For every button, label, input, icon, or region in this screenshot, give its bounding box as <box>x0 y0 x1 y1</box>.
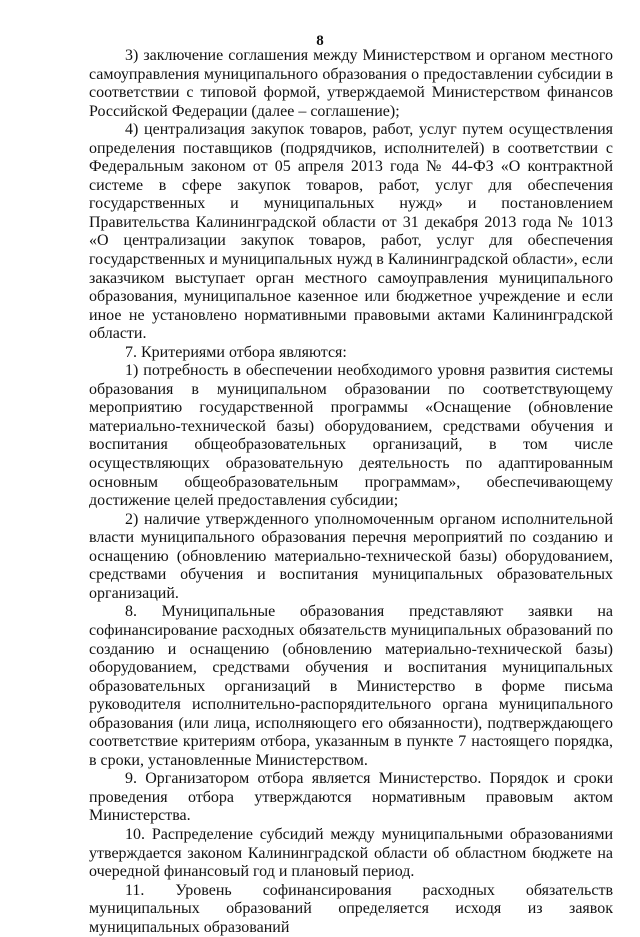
paragraph-section-8: 8. Муниципальные образования представляют заявки на софинансирование расходных обязательств муниципальных образований по созданию и оснащению (обновлению материально-технической базы) оборудованием, средствами обучения и воспитания муниципальных образовательных организаций в Министерство в форме письма руководителя исполнительно-распорядительного органа муниципального образования (или лица, исполняющего его обязанности), подтверждающего соответствие критериям отбора, указанным в пункте 7 настоящего порядка, в сроки, установленные Министерством. <box>89 603 613 769</box>
page-number: 8 <box>316 33 324 49</box>
paragraph-section-9: 9. Организатором отбора является Министерство. Порядок и сроки проведения отбора утверждаются нормативным правовым актом Министерства. <box>89 770 613 825</box>
paragraph-criterion-2: 2) наличие утвержденного уполномоченным органом исполнительной власти муниципального образования перечня мероприятий по созданию и оснащению (обновлению материально-технической базы) оборудованием, средствами обучения и воспитания муниципальных образовательных организаций. <box>89 510 613 602</box>
paragraph-item-3: 3) заключение соглашения между Министерством и органом местного самоуправления муниципального образования о предоставлении субсидии в соответствии с типовой формой, утверждаемой Министерством финансов Российской Федерации (далее – соглашение); <box>89 47 613 120</box>
paragraph-item-4: 4) централизация закупок товаров, работ, услуг путем осуществления определения поставщиков (подрядчиков, исполнителей) в соответствии с Федеральным законом от 05 апреля 2013 года № 44-ФЗ «О контрактной системе в сфере закупок товаров, работ, услуг для обеспечения государственных и муниципальных нужд» и постановлением Правительства Калининградской области от 31 декабря 2013 года № 1013 «О централизации закупок товаров, работ, услуг для обеспечения государственных и муниципальных нужд в Калининградской области», если заказчиком выступает орган местного самоуправления муниципального образования, муниципальное казенное или бюджетное учреждение и если иное не установлено нормативными правовыми актами Калининградской области. <box>89 121 613 343</box>
paragraph-section-10: 10. Распределение субсидий между муниципальными образованиями утверждается законом Калининградской области об областном бюджете на очередной финансовый год и плановый период. <box>89 825 613 881</box>
paragraph-criterion-1: 1) потребность в обеспечении необходимого уровня развития системы образования в муниципальном образовании по соответствующему мероприятию государственной программы «Оснащение (обновление материально-технической базы) оборудованием, средствами обучения и воспитания общеобразовательных организаций, в том числе осуществляющих образовательную деятельность по адаптированным основным общеобразовательным программам», обеспечивающему достижение целей предоставления субсидии; <box>89 362 613 510</box>
paragraph-section-7: 7. Критериями отбора являются: <box>125 343 347 361</box>
body-text <box>89 47 613 937</box>
paragraph-section-11: 11. Уровень софинансирования расходных обязательств муниципальных образований определяется исходя из заявок муниципальных образований <box>89 881 613 936</box>
